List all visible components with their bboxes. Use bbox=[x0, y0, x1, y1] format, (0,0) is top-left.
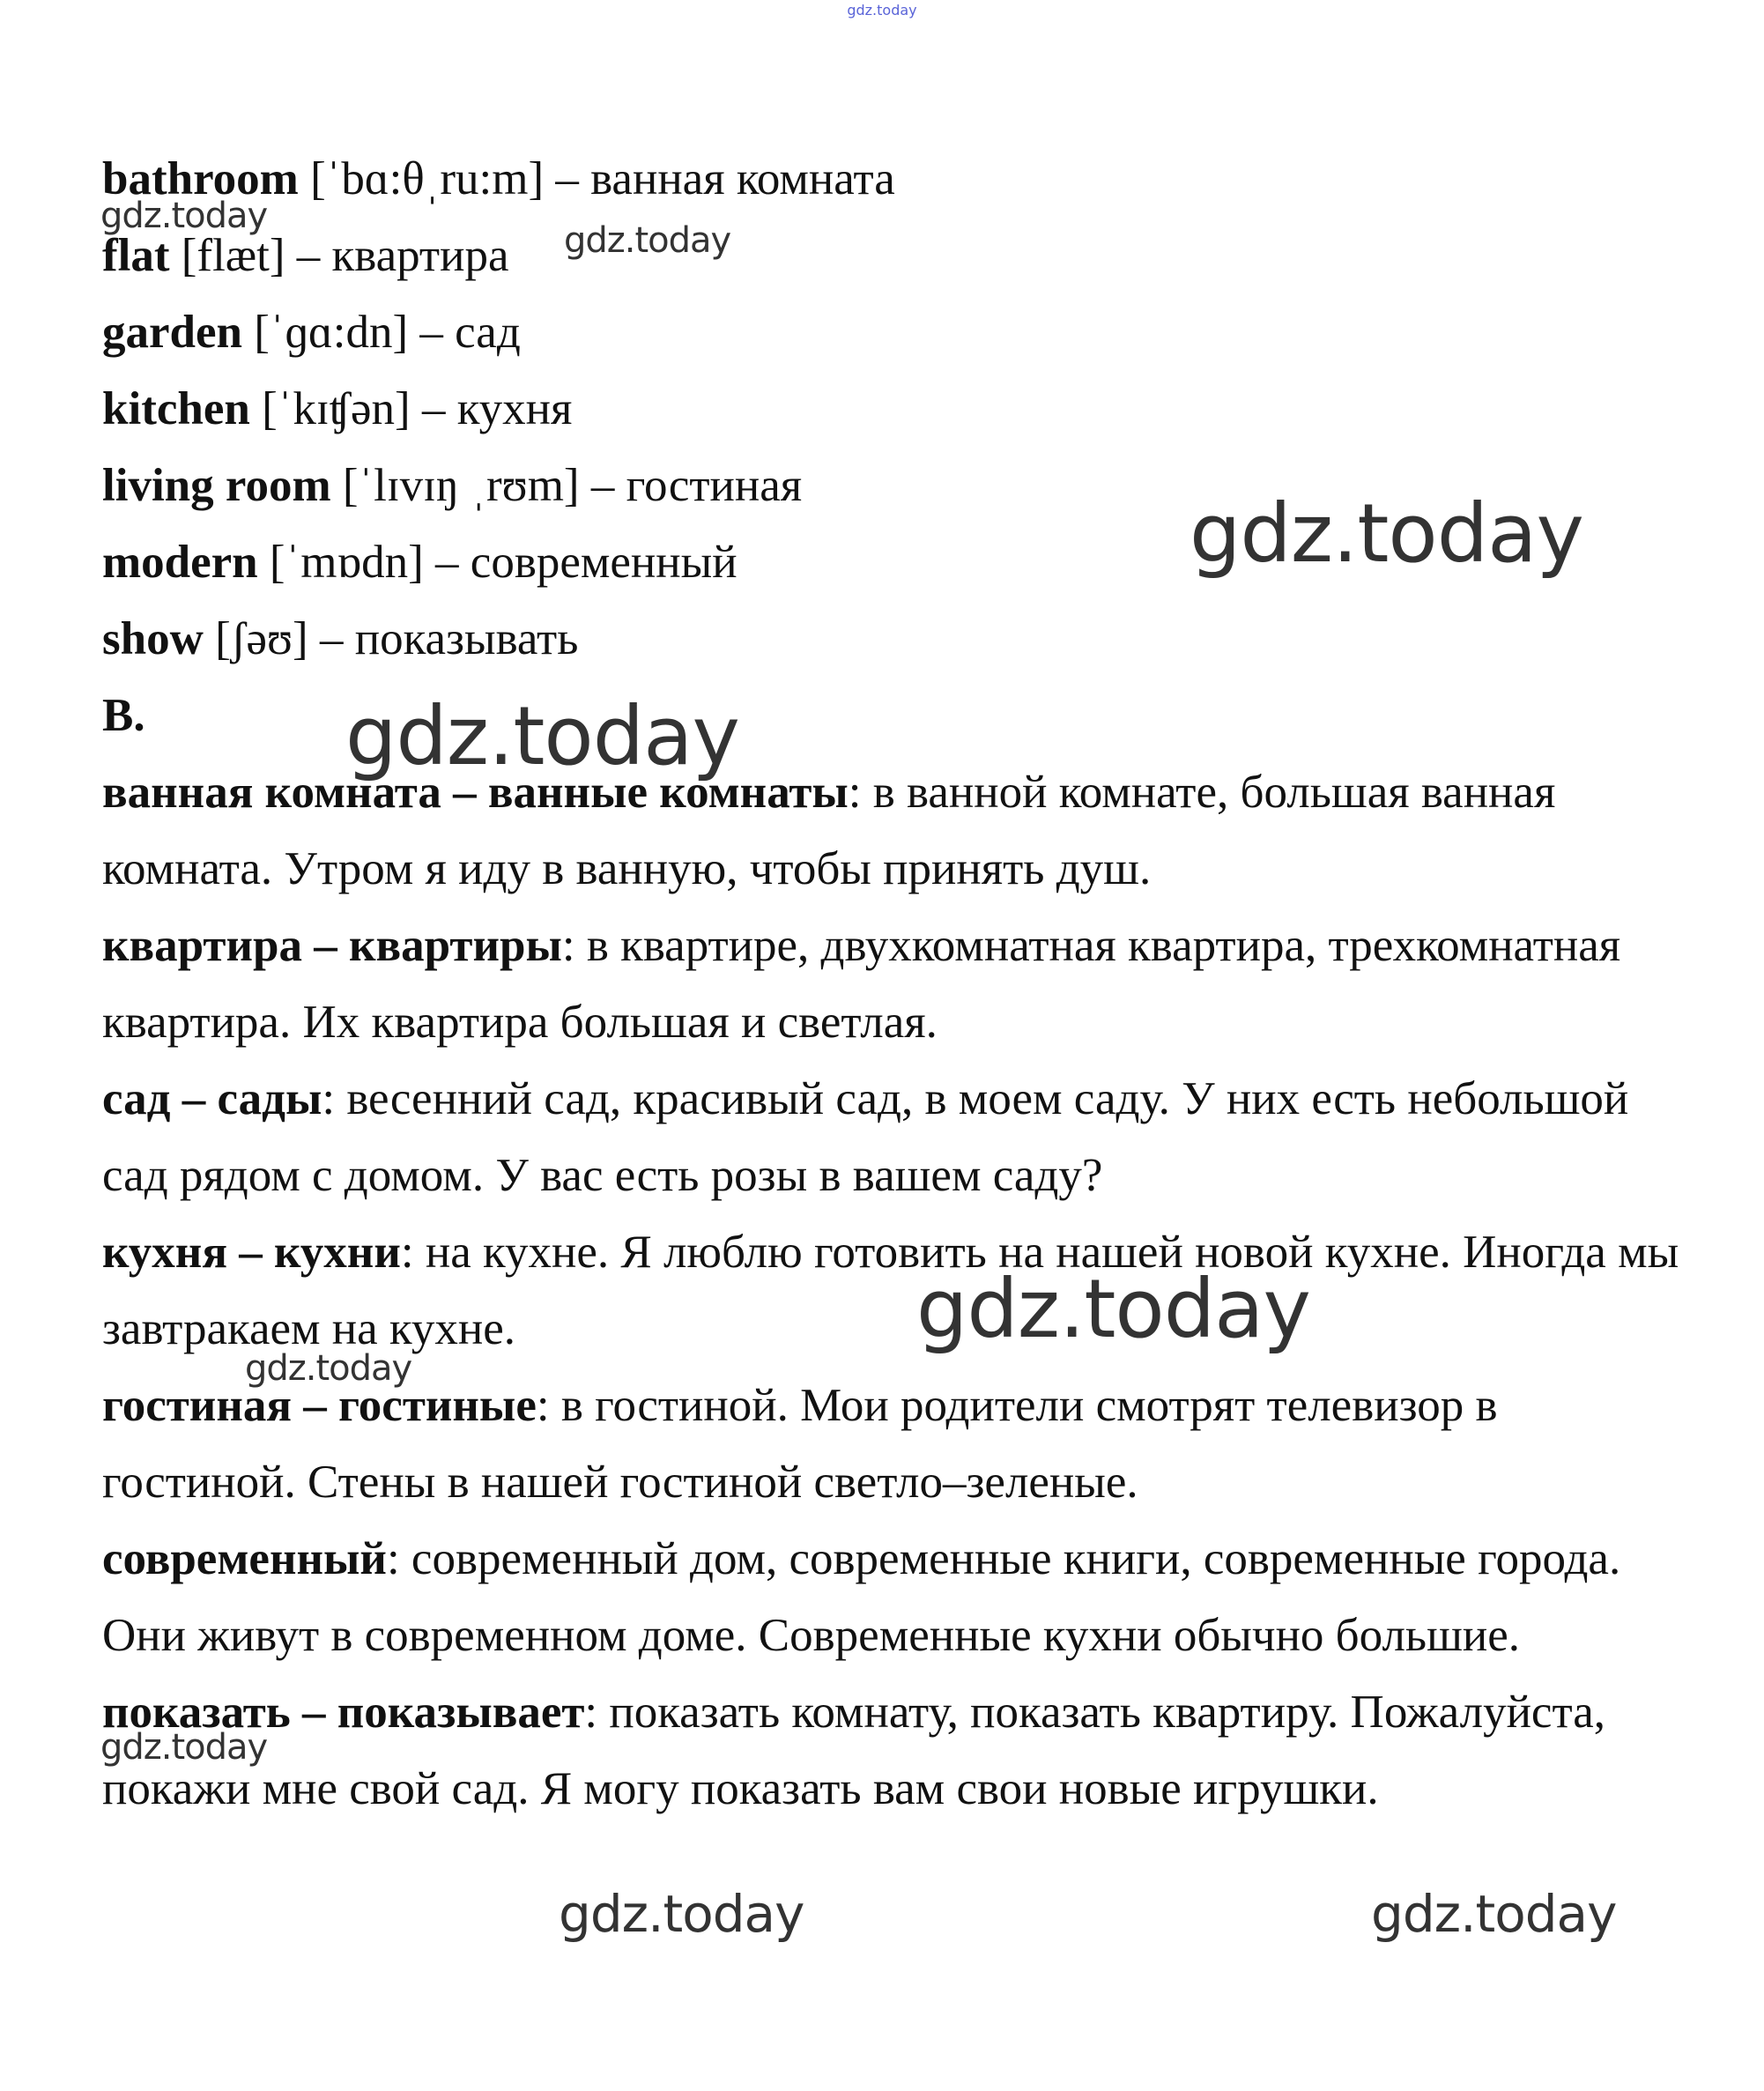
watermark: gdz.today bbox=[245, 1348, 412, 1389]
watermark: gdz.today bbox=[1190, 486, 1583, 581]
vocab-translation: гостиная bbox=[626, 460, 803, 511]
vocab-entry-flat bbox=[102, 218, 1688, 294]
vocab-ipa: [ˈbɑ:θˌru:m] bbox=[310, 153, 545, 204]
watermark: gdz.today bbox=[916, 1262, 1310, 1356]
vocab-word: bathroom bbox=[102, 153, 299, 204]
paragraph-text: : весенний сад, красивый сад, в моем саду. У них есть небольшой сад рядом с домом. У вас есть розы в вашем саду? bbox=[102, 1073, 1629, 1201]
vocab-ipa: [ˈɡɑ:dn] bbox=[254, 307, 409, 358]
vocab-entry-garden bbox=[102, 294, 1688, 371]
vocab-translation: ванная комната bbox=[590, 153, 895, 204]
watermark: gdz.today bbox=[100, 196, 268, 236]
vocab-dash: – bbox=[435, 537, 459, 588]
paragraph-term: квартира – квартиры bbox=[102, 920, 562, 971]
vocab-entry-show bbox=[102, 601, 1688, 678]
vocab-translation: сад bbox=[455, 307, 521, 358]
watermark: gdz.today bbox=[564, 220, 731, 261]
paragraph-term: сад – сады bbox=[102, 1073, 322, 1124]
vocab-word: garden bbox=[102, 307, 242, 358]
paragraph-bathroom bbox=[102, 754, 1679, 908]
watermark: gdz.today bbox=[1371, 1884, 1617, 1944]
vocab-entry-modern bbox=[102, 524, 1688, 601]
vocab-word: living room bbox=[102, 460, 331, 511]
paragraph-term: гостиная – гостиные bbox=[102, 1380, 537, 1431]
paragraph-flat bbox=[102, 908, 1679, 1061]
paragraph-text: : на кухне. Я люблю готовить на нашей новой кухне. Иногда мы завтракаем на кухне. bbox=[102, 1227, 1679, 1354]
vocab-entry-bathroom bbox=[102, 141, 1688, 218]
vocab-ipa: [flæt] bbox=[181, 230, 285, 281]
vocab-dash: – bbox=[421, 383, 446, 434]
vocab-dash: – bbox=[555, 153, 579, 204]
document-body bbox=[102, 141, 1688, 1828]
paragraph-kitchen bbox=[102, 1214, 1679, 1368]
vocab-word: flat bbox=[102, 230, 170, 281]
watermark: gdz.today bbox=[345, 689, 739, 783]
paragraph-term: ванная комната – ванные комнаты bbox=[102, 767, 849, 818]
vocab-ipa: [ˈlɪvɪŋ ˌrʊm] bbox=[342, 460, 580, 511]
vocab-translation: показывать bbox=[354, 613, 579, 664]
paragraph-text: : в гостиной. Мои родители смотрят телевизор в гостиной. Стены в нашей гостиной светло–зеленые. bbox=[102, 1380, 1498, 1508]
paragraph-text: : в ванной комнате, большая ванная комната. Утром я иду в ванную, чтобы принять душ. bbox=[102, 767, 1556, 894]
vocab-dash: – bbox=[590, 460, 615, 511]
paragraph-show bbox=[102, 1674, 1679, 1828]
vocab-entry-living-room bbox=[102, 448, 1688, 524]
paragraph-term: показать – показывает bbox=[102, 1687, 585, 1738]
vocab-ipa: [ˈkɪʧən] bbox=[262, 383, 411, 434]
vocab-entry-kitchen bbox=[102, 371, 1688, 448]
vocab-ipa: [ʃəʊ] bbox=[215, 613, 308, 664]
watermark: gdz.today bbox=[559, 1884, 804, 1944]
paragraph-term: современный bbox=[102, 1533, 387, 1584]
top-watermark: gdz.today bbox=[847, 2, 917, 19]
vocab-dash: – bbox=[296, 230, 321, 281]
paragraph-modern bbox=[102, 1521, 1679, 1674]
paragraph-text: : в квартире, двухкомнатная квартира, трехкомнатная квартира. Их квартира большая и светлая. bbox=[102, 920, 1621, 1048]
paragraph-living-room bbox=[102, 1368, 1679, 1521]
vocab-word: kitchen bbox=[102, 383, 250, 434]
vocab-translation: кухня bbox=[456, 383, 573, 434]
paragraph-term: кухня – кухни bbox=[102, 1227, 401, 1278]
vocab-dash: – bbox=[419, 307, 443, 358]
vocab-dash: – bbox=[319, 613, 344, 664]
paragraph-garden bbox=[102, 1061, 1679, 1214]
paragraph-text: : современный дом, современные книги, современные города. Они живут в современном доме. Современные кухни обычно большие. bbox=[102, 1533, 1621, 1661]
vocab-word: show bbox=[102, 613, 204, 664]
paragraph-text: : показать комнату, показать квартиру. Пожалуйста, покажи мне свой сад. Я могу показать вам свои новые игрушки. bbox=[102, 1687, 1606, 1814]
section-heading-b: B. bbox=[102, 690, 145, 741]
vocab-translation: современный bbox=[470, 537, 737, 588]
watermark: gdz.today bbox=[100, 1727, 268, 1768]
vocab-translation: квартира bbox=[331, 230, 509, 281]
vocab-word: modern bbox=[102, 537, 258, 588]
vocab-ipa: [ˈmɒdn] bbox=[269, 537, 424, 588]
